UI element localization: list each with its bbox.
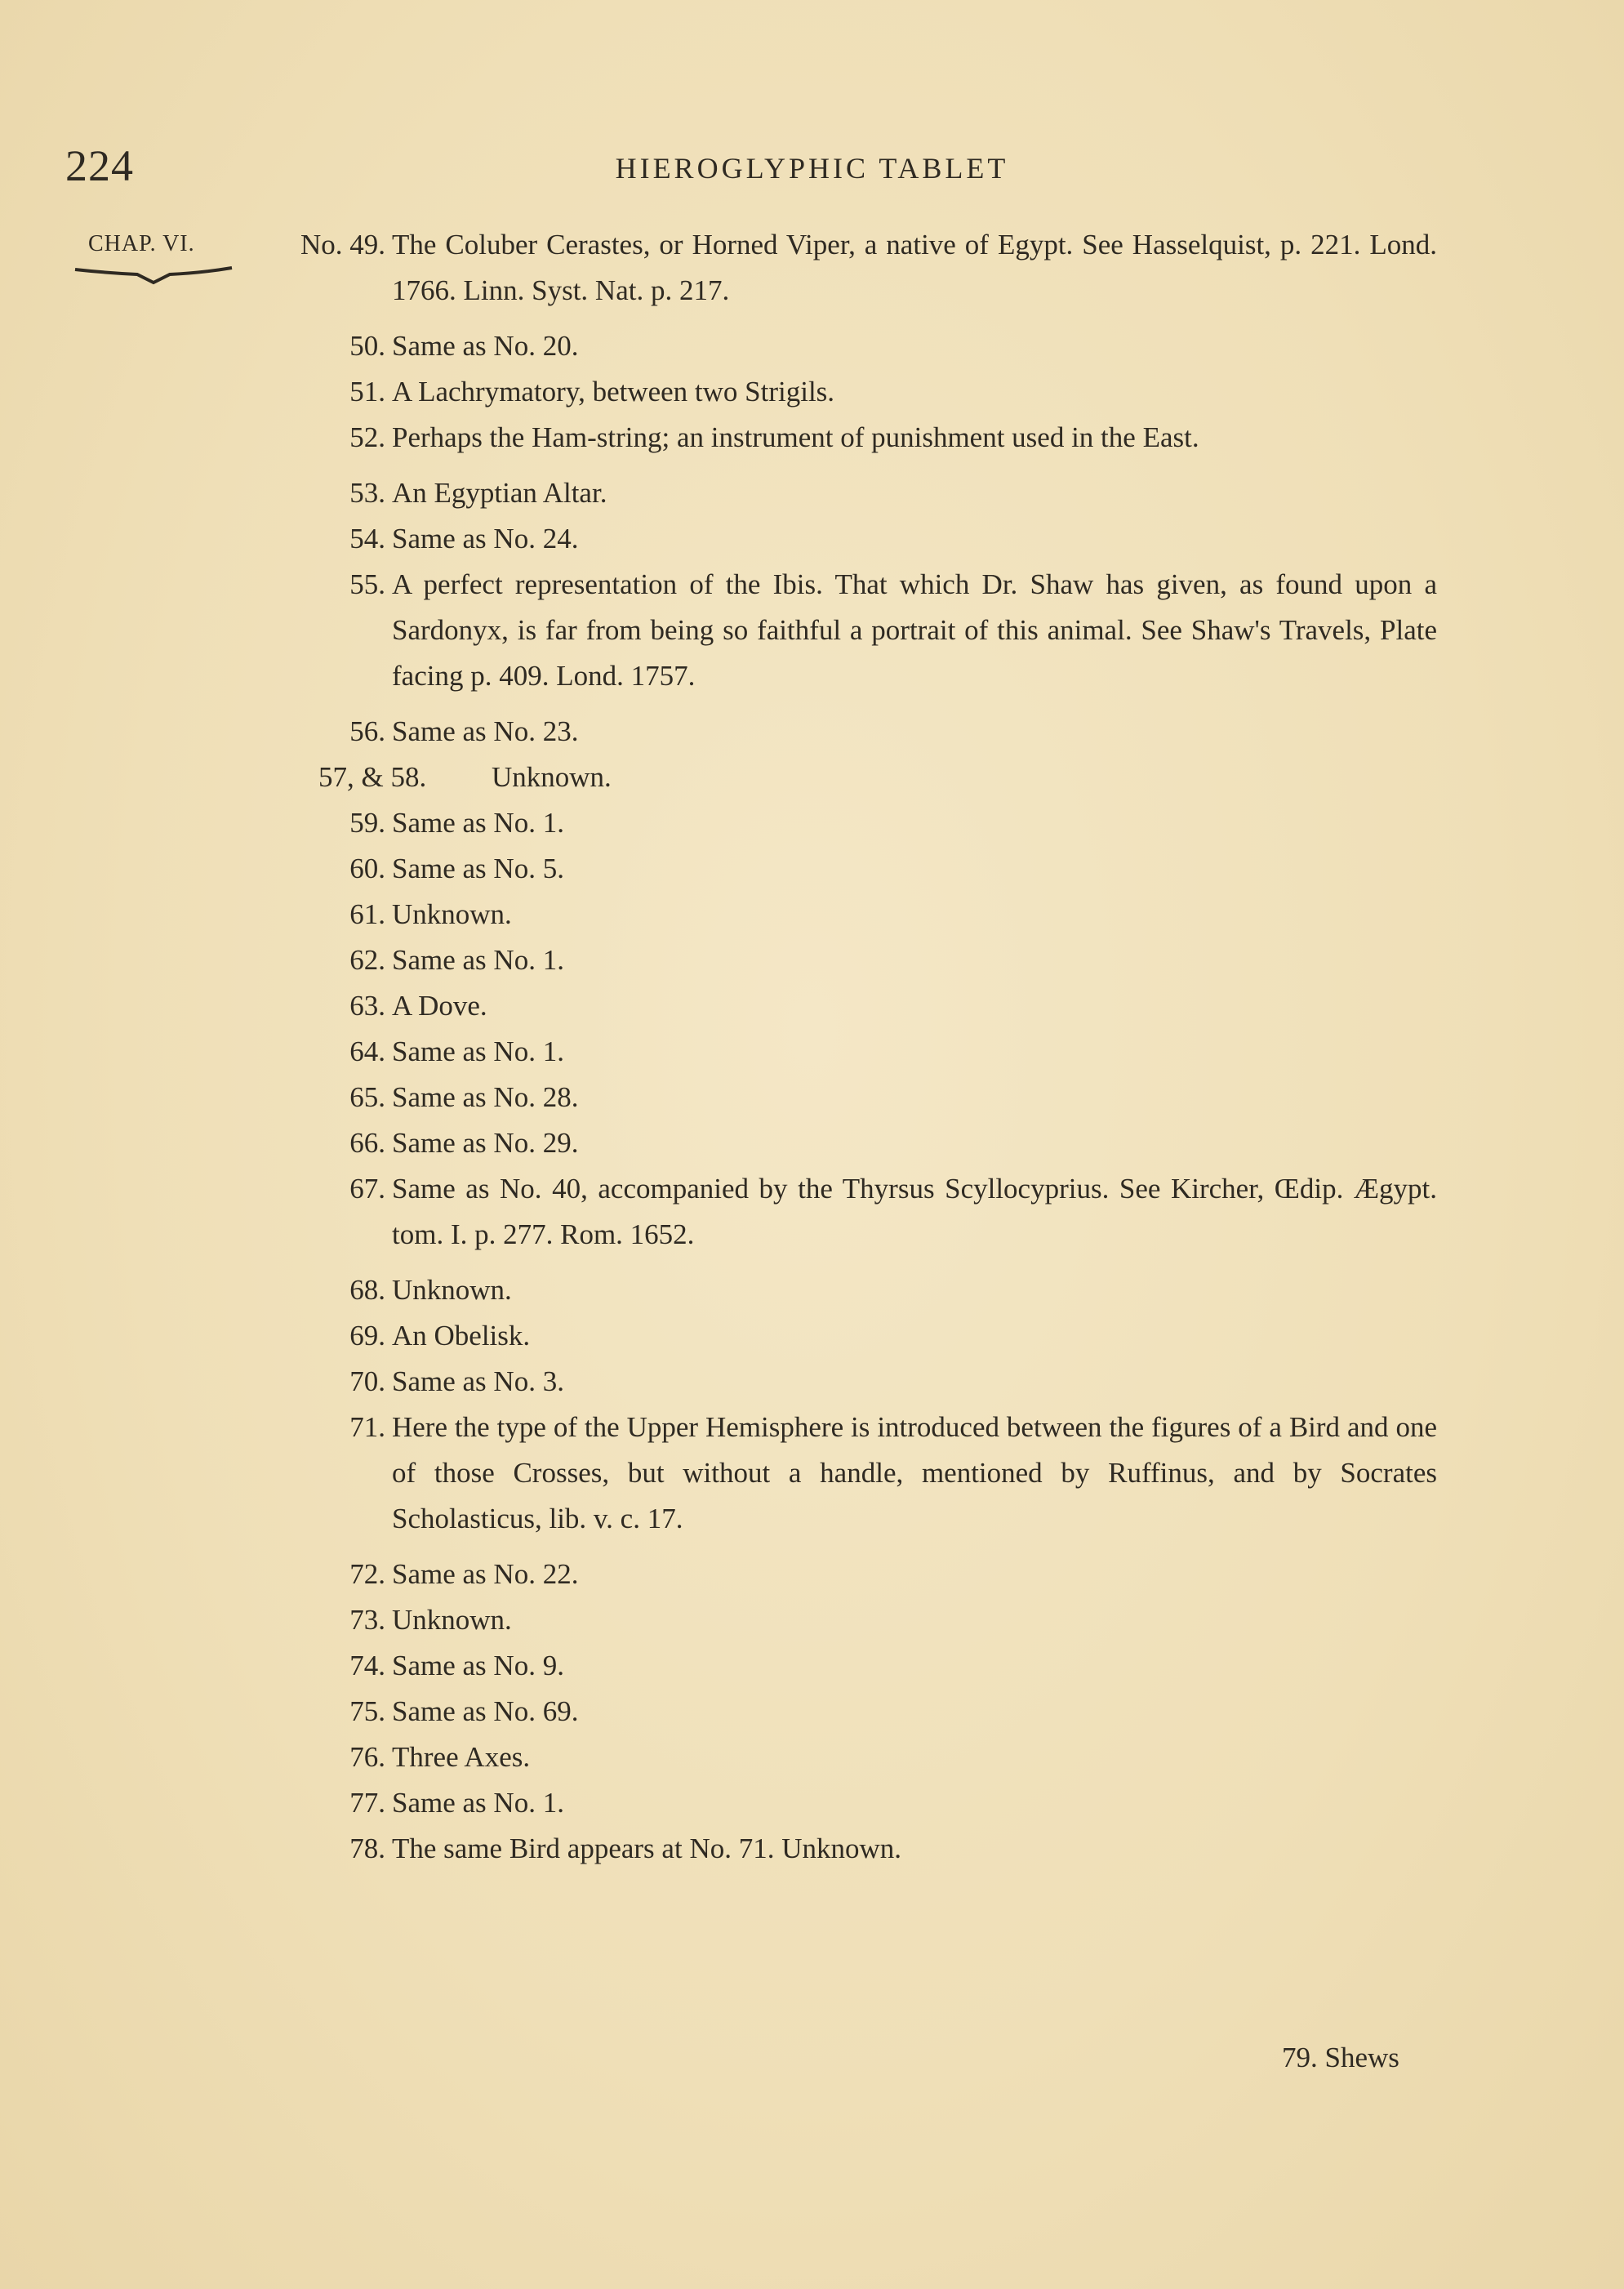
entry-text: Same as No. 3. <box>392 1365 564 1397</box>
entry-text: Same as No. 1. <box>392 807 564 839</box>
entry-number: 65. <box>349 1081 385 1113</box>
entry-text: The Coluber Cerastes, or Horned Viper, a native of Egypt. See Hasselquist, p. 221. Lond. 1766. Linn. Syst. Nat. p. 217. <box>392 229 1437 306</box>
entry-number: 66. <box>349 1127 385 1159</box>
entry-text: Same as No. 40, accompanied by the Thyrsus Scyllocyprius. See Kircher, Œdip. Ægypt. tom. I. p. 277. Rom. 1652. <box>392 1173 1437 1250</box>
entry-text: Unknown. <box>492 761 612 793</box>
entry-number: 63. <box>349 990 385 1022</box>
entry-number: 73. <box>349 1604 385 1636</box>
list-item <box>310 755 1437 800</box>
list-item <box>310 470 1437 516</box>
entry-text: Same as No. 23. <box>392 715 579 747</box>
list-item <box>310 1597 1437 1643</box>
entry-number: 62. <box>349 944 385 976</box>
entry-number: 50. <box>349 330 385 362</box>
entry-number: 52. <box>349 421 385 453</box>
list-item <box>310 800 1437 846</box>
list-item <box>310 1313 1437 1359</box>
list-item <box>310 516 1437 562</box>
list-item <box>310 937 1437 983</box>
entry-text: Same as No. 1. <box>392 944 564 976</box>
list-item <box>310 1552 1437 1597</box>
entry-number: 61. <box>349 898 385 930</box>
list-item <box>310 1405 1437 1542</box>
entry-text: Same as No. 24. <box>392 523 579 554</box>
entry-text: Perhaps the Ham-string; an instrument of punishment used in the East. <box>392 421 1199 453</box>
list-item <box>310 1029 1437 1075</box>
entry-text: Unknown. <box>392 1604 512 1636</box>
entry-number: 74. <box>349 1650 385 1681</box>
entry-text: A perfect representation of the Ibis. That which Dr. Shaw has given, as found upon a Sardonyx, is far from being so faithful a portrait of this animal. See Shaw's Travels, Plate facing p. 409. Lond. 1757. <box>392 568 1437 692</box>
entry-text: Same as No. 29. <box>392 1127 579 1159</box>
entry-text: An Obelisk. <box>392 1320 531 1352</box>
entry-number: 75. <box>349 1695 385 1727</box>
entry-text: Three Axes. <box>392 1741 531 1773</box>
page-number: 224 <box>65 141 134 190</box>
entry-number: 72. <box>349 1558 385 1590</box>
chapter-brace-ornament <box>72 263 235 292</box>
entry-text: Same as No. 1. <box>392 1035 564 1067</box>
entry-number: 54. <box>349 523 385 554</box>
entry-number: No. 49. <box>300 229 385 261</box>
entry-number: 71. <box>349 1411 385 1443</box>
list-item <box>310 1780 1437 1826</box>
catchword: 79. Shews <box>1282 2042 1399 2073</box>
list-item <box>310 562 1437 699</box>
list-item <box>310 323 1437 369</box>
entry-number: 60. <box>349 853 385 884</box>
entry-number: 77. <box>349 1787 385 1819</box>
entry-number: 64. <box>349 1035 385 1067</box>
list-item <box>300 222 1437 314</box>
entry-text: Same as No. 69. <box>392 1695 579 1727</box>
list-item <box>310 1689 1437 1735</box>
entry-text: Same as No. 28. <box>392 1081 579 1113</box>
list-item <box>310 1359 1437 1405</box>
list-item <box>310 1120 1437 1166</box>
list-item <box>310 1075 1437 1120</box>
entry-number: 67. <box>349 1173 385 1205</box>
entry-number: 51. <box>349 376 385 407</box>
entry-text: Here the type of the Upper Hemisphere is introduced between the figures of a Bird and one of those Crosses, but without a handle, mentioned by Ruffinus, and by Socrates Scholasticus, lib. v. c. 17. <box>392 1411 1437 1534</box>
entry-text: Unknown. <box>392 898 512 930</box>
list-item <box>310 1643 1437 1689</box>
entry-number: 69. <box>349 1320 385 1352</box>
list-item <box>310 1735 1437 1780</box>
running-title: HIEROGLYPHIC TABLET <box>615 152 1009 185</box>
entry-text: Same as No. 1. <box>392 1787 564 1819</box>
list-item <box>310 369 1437 415</box>
entry-number: 78. <box>349 1833 385 1864</box>
entry-number: 57, & 58. <box>318 761 427 793</box>
entry-number: 55. <box>349 568 385 600</box>
entry-number: 59. <box>349 807 385 839</box>
list-item <box>310 1166 1437 1258</box>
entry-text: A Dove. <box>392 990 487 1022</box>
chapter-margin-note: CHAP. VI. <box>88 231 195 256</box>
list-item <box>310 1267 1437 1313</box>
list-item <box>310 983 1437 1029</box>
list-item <box>310 892 1437 937</box>
entry-number: 76. <box>349 1741 385 1773</box>
entry-number: 53. <box>349 477 385 509</box>
entry-text: A Lachrymatory, between two Strigils. <box>392 376 835 407</box>
list-item <box>310 709 1437 755</box>
entry-text: Same as No. 22. <box>392 1558 579 1590</box>
entry-number: 68. <box>349 1274 385 1306</box>
entry-text: Same as No. 5. <box>392 853 564 884</box>
entry-number: 56. <box>349 715 385 747</box>
entry-text: Same as No. 9. <box>392 1650 564 1681</box>
list-item <box>310 1826 1437 1872</box>
entry-text: The same Bird appears at No. 71. Unknown. <box>392 1833 902 1864</box>
list-item <box>310 415 1437 461</box>
entry-text: An Egyptian Altar. <box>392 477 607 509</box>
list-item <box>310 846 1437 892</box>
entry-text: Unknown. <box>392 1274 512 1306</box>
entry-text: Same as No. 20. <box>392 330 579 362</box>
entry-number: 70. <box>349 1365 385 1397</box>
entry-list <box>300 222 1437 1872</box>
